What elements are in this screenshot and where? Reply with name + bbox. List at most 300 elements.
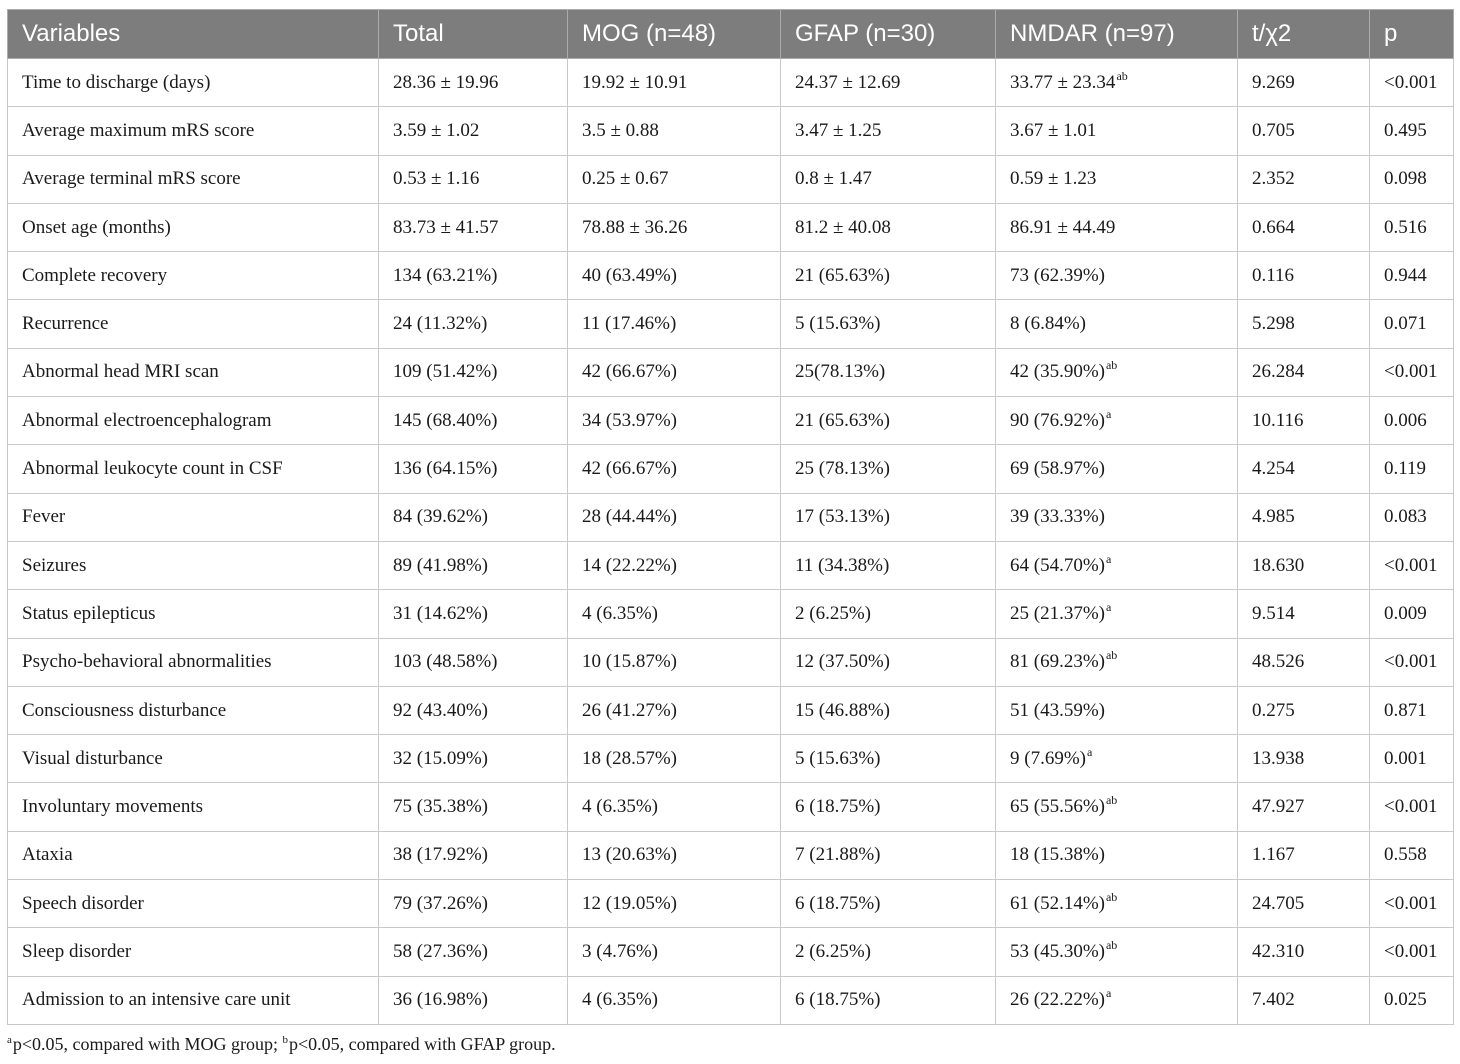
cell-total-text: 84 (39.62%) <box>393 506 488 528</box>
cell-p-value-text: 0.871 <box>1384 699 1427 721</box>
cell-variable <box>8 300 379 348</box>
cell-nmdar <box>996 59 1238 107</box>
footnote-mark-b: b <box>282 1034 289 1046</box>
cell-variable <box>8 976 379 1024</box>
cell-statistic <box>1238 928 1370 976</box>
cell-p-value <box>1370 831 1454 879</box>
cell-total <box>379 300 568 348</box>
cell-variable-text: Psycho-behavioral abnormalities <box>22 651 272 673</box>
cell-variable-text: Speech disorder <box>22 892 144 914</box>
cell-p-value-text: 0.006 <box>1384 409 1427 431</box>
cell-gfap-text: 25(78.13%) <box>795 361 886 383</box>
cell-mog <box>568 976 781 1024</box>
cell-variable-text: Abnormal head MRI scan <box>22 361 219 383</box>
cell-p-value-text: 0.098 <box>1384 168 1427 190</box>
header-mog: MOG (n=48) <box>568 10 781 59</box>
significance-superscript: ab <box>1105 937 1118 952</box>
cell-statistic <box>1238 976 1370 1024</box>
cell-variable <box>8 783 379 831</box>
cell-total-text: 83.73 ± 41.57 <box>393 216 499 238</box>
cell-total <box>379 203 568 251</box>
cell-total-text: 36 (16.98%) <box>393 989 488 1011</box>
cell-total <box>379 638 568 686</box>
cell-statistic <box>1238 397 1370 445</box>
cell-variable-text: Seizures <box>22 554 87 576</box>
cell-gfap-text: 6 (18.75%) <box>795 989 881 1011</box>
cell-total <box>379 348 568 396</box>
cell-statistic-text: 26.284 <box>1252 361 1305 383</box>
cell-gfap <box>781 445 996 493</box>
table-row <box>8 203 1454 251</box>
cell-total <box>379 445 568 493</box>
cell-nmdar-text: 90 (76.92%) <box>1010 409 1105 431</box>
cell-p-value-text: 0.516 <box>1384 216 1427 238</box>
cell-total <box>379 831 568 879</box>
cell-mog-text: 18 (28.57%) <box>582 747 677 769</box>
significance-superscript: ab <box>1105 793 1118 808</box>
cell-nmdar <box>996 783 1238 831</box>
cell-gfap <box>781 493 996 541</box>
cell-nmdar-text: 0.59 ± 1.23 <box>1010 168 1097 190</box>
cell-total-text: 24 (11.32%) <box>393 313 488 335</box>
table-row <box>8 928 1454 976</box>
cell-statistic-text: 47.927 <box>1252 796 1305 818</box>
cell-nmdar <box>996 928 1238 976</box>
cell-mog-text: 34 (53.97%) <box>582 409 677 431</box>
significance-superscript: ab <box>1116 68 1128 83</box>
cell-p-value-text: <0.001 <box>1384 796 1438 818</box>
table-row <box>8 300 1454 348</box>
cell-statistic-text: 4.985 <box>1252 506 1295 528</box>
cell-mog-text: 11 (17.46%) <box>582 313 677 335</box>
cell-statistic-text: 9.269 <box>1252 71 1295 93</box>
cell-gfap <box>781 59 996 107</box>
cell-total <box>379 155 568 203</box>
cell-variable-text: Admission to an intensive care unit <box>22 989 291 1011</box>
cell-gfap-text: 11 (34.38%) <box>795 554 890 576</box>
significance-superscript: a <box>1105 986 1112 1001</box>
table-row <box>8 541 1454 589</box>
table-row <box>8 638 1454 686</box>
cell-p-value <box>1370 203 1454 251</box>
cell-mog-text: 12 (19.05%) <box>582 892 677 914</box>
cell-p-value-text: 0.071 <box>1384 313 1427 335</box>
cell-statistic <box>1238 107 1370 155</box>
cell-mog-text: 0.25 ± 0.67 <box>582 168 669 190</box>
cell-variable-text: Sleep disorder <box>22 940 132 962</box>
cell-variable-text: Average maximum mRS score <box>22 119 255 141</box>
significance-superscript: ab <box>1105 889 1118 904</box>
cell-mog-text: 42 (66.67%) <box>582 458 677 480</box>
cell-variable-text: Consciousness disturbance <box>22 699 227 721</box>
cell-statistic-text: 7.402 <box>1252 989 1295 1011</box>
cell-statistic <box>1238 735 1370 783</box>
cell-mog <box>568 252 781 300</box>
cell-gfap <box>781 252 996 300</box>
table-row <box>8 590 1454 638</box>
cell-gfap-text: 6 (18.75%) <box>795 796 881 818</box>
cell-statistic-text: 4.254 <box>1252 458 1295 480</box>
cell-p-value <box>1370 59 1454 107</box>
significance-superscript: a <box>1086 744 1093 759</box>
cell-p-value <box>1370 880 1454 928</box>
cell-total <box>379 59 568 107</box>
cell-mog-text: 26 (41.27%) <box>582 699 677 721</box>
cell-statistic-text: 0.116 <box>1252 264 1295 286</box>
table-row <box>8 445 1454 493</box>
cell-statistic <box>1238 59 1370 107</box>
cell-variable-text: Abnormal electroencephalogram <box>22 409 272 431</box>
cell-nmdar <box>996 107 1238 155</box>
cell-gfap-text: 6 (18.75%) <box>795 892 881 914</box>
cell-nmdar-text: 51 (43.59%) <box>1010 699 1105 721</box>
cell-p-value-text: 0.944 <box>1384 264 1427 286</box>
cell-total-text: 145 (68.40%) <box>393 409 498 431</box>
cell-mog-text: 4 (6.35%) <box>582 989 658 1011</box>
cell-variable <box>8 203 379 251</box>
cell-statistic <box>1238 300 1370 348</box>
cell-p-value-text: 0.119 <box>1384 458 1427 480</box>
cell-statistic-text: 2.352 <box>1252 168 1295 190</box>
cell-nmdar-text: 25 (21.37%) <box>1010 602 1105 624</box>
cell-mog <box>568 300 781 348</box>
footnote-text-b: p<0.05, compared with GFAP group. <box>289 1034 556 1054</box>
cell-p-value-text: <0.001 <box>1384 940 1438 962</box>
cell-total <box>379 252 568 300</box>
significance-superscript: a <box>1105 551 1112 566</box>
cell-mog-text: 78.88 ± 36.26 <box>582 216 688 238</box>
cell-p-value-text: <0.001 <box>1384 892 1438 914</box>
cell-variable-text: Fever <box>22 506 66 528</box>
cell-mog <box>568 59 781 107</box>
cell-total <box>379 976 568 1024</box>
cell-statistic <box>1238 686 1370 734</box>
cell-mog <box>568 348 781 396</box>
cell-mog <box>568 541 781 589</box>
cell-variable <box>8 348 379 396</box>
cell-p-value-text: 0.009 <box>1384 602 1427 624</box>
cell-mog-text: 3.5 ± 0.88 <box>582 119 659 141</box>
cell-p-value <box>1370 638 1454 686</box>
cell-p-value-text: <0.001 <box>1384 651 1438 673</box>
cell-statistic-text: 10.116 <box>1252 409 1304 431</box>
significance-superscript: ab <box>1105 648 1118 663</box>
cell-nmdar <box>996 348 1238 396</box>
cell-gfap-text: 17 (53.13%) <box>795 506 890 528</box>
cell-nmdar-text: 39 (33.33%) <box>1010 506 1105 528</box>
table-row <box>8 686 1454 734</box>
cell-variable <box>8 107 379 155</box>
cell-nmdar-text: 73 (62.39%) <box>1010 264 1105 286</box>
cell-nmdar <box>996 493 1238 541</box>
cell-total <box>379 783 568 831</box>
cell-statistic-text: 42.310 <box>1252 940 1305 962</box>
cell-variable-text: Involuntary movements <box>22 796 203 818</box>
cell-total <box>379 928 568 976</box>
cell-mog <box>568 783 781 831</box>
cell-statistic-text: 13.938 <box>1252 747 1305 769</box>
table-row <box>8 252 1454 300</box>
cell-p-value <box>1370 686 1454 734</box>
cell-nmdar <box>996 638 1238 686</box>
cell-gfap <box>781 155 996 203</box>
cell-statistic <box>1238 252 1370 300</box>
cell-mog-text: 13 (20.63%) <box>582 844 677 866</box>
cell-variable-text: Ataxia <box>22 844 73 866</box>
cell-mog <box>568 928 781 976</box>
cell-mog-text: 4 (6.35%) <box>582 796 658 818</box>
table-row <box>8 783 1454 831</box>
cell-variable <box>8 252 379 300</box>
cell-gfap-text: 15 (46.88%) <box>795 699 890 721</box>
table-row <box>8 976 1454 1024</box>
cell-statistic-text: 5.298 <box>1252 313 1295 335</box>
cell-gfap <box>781 541 996 589</box>
cell-mog-text: 42 (66.67%) <box>582 361 677 383</box>
cell-total <box>379 686 568 734</box>
table-row <box>8 59 1454 107</box>
cell-nmdar <box>996 252 1238 300</box>
cell-mog-text: 14 (22.22%) <box>582 554 677 576</box>
cell-variable-text: Recurrence <box>22 313 109 335</box>
cell-total-text: 136 (64.15%) <box>393 458 498 480</box>
results-table <box>7 9 1454 1025</box>
cell-nmdar <box>996 831 1238 879</box>
cell-nmdar-text: 81 (69.23%) <box>1010 651 1105 673</box>
cell-gfap <box>781 300 996 348</box>
cell-gfap-text: 21 (65.63%) <box>795 409 890 431</box>
cell-p-value <box>1370 735 1454 783</box>
cell-statistic <box>1238 493 1370 541</box>
cell-variable-text: Time to discharge (days) <box>22 71 211 93</box>
table-row <box>8 831 1454 879</box>
cell-p-value <box>1370 300 1454 348</box>
cell-total <box>379 493 568 541</box>
cell-gfap <box>781 831 996 879</box>
cell-statistic-text: 0.275 <box>1252 699 1295 721</box>
cell-nmdar <box>996 976 1238 1024</box>
cell-variable-text: Onset age (months) <box>22 216 171 238</box>
cell-mog <box>568 831 781 879</box>
header-row <box>8 10 1454 59</box>
cell-p-value <box>1370 493 1454 541</box>
footnote-mark-a: a <box>7 1034 12 1046</box>
cell-mog-text: 19.92 ± 10.91 <box>582 71 688 93</box>
cell-gfap <box>781 686 996 734</box>
cell-variable <box>8 686 379 734</box>
cell-total-text: 31 (14.62%) <box>393 602 488 624</box>
cell-gfap-text: 0.8 ± 1.47 <box>795 168 872 190</box>
cell-gfap <box>781 397 996 445</box>
cell-p-value-text: 0.083 <box>1384 506 1427 528</box>
cell-nmdar <box>996 155 1238 203</box>
cell-gfap-text: 3.47 ± 1.25 <box>795 119 882 141</box>
cell-mog <box>568 590 781 638</box>
cell-total-text: 75 (35.38%) <box>393 796 488 818</box>
cell-p-value <box>1370 976 1454 1024</box>
cell-total <box>379 590 568 638</box>
cell-p-value <box>1370 783 1454 831</box>
cell-p-value <box>1370 107 1454 155</box>
cell-nmdar-text: 53 (45.30%) <box>1010 940 1105 962</box>
cell-gfap <box>781 976 996 1024</box>
cell-statistic <box>1238 590 1370 638</box>
cell-statistic <box>1238 203 1370 251</box>
cell-p-value-text: 0.558 <box>1384 844 1427 866</box>
cell-statistic-text: 1.167 <box>1252 844 1295 866</box>
cell-statistic <box>1238 880 1370 928</box>
cell-variable <box>8 590 379 638</box>
header-gfap: GFAP (n=30) <box>781 10 996 59</box>
cell-statistic-text: 9.514 <box>1252 602 1295 624</box>
header-p-value: p <box>1370 10 1454 59</box>
cell-p-value <box>1370 541 1454 589</box>
cell-mog <box>568 445 781 493</box>
cell-p-value <box>1370 348 1454 396</box>
cell-variable <box>8 155 379 203</box>
cell-mog-text: 3 (4.76%) <box>582 940 658 962</box>
cell-mog-text: 40 (63.49%) <box>582 264 677 286</box>
cell-nmdar-text: 33.77 ± 23.34 <box>1010 71 1116 93</box>
table-row <box>8 107 1454 155</box>
cell-gfap-text: 2 (6.25%) <box>795 940 871 962</box>
cell-mog <box>568 638 781 686</box>
cell-nmdar-text: 8 (6.84%) <box>1010 313 1086 335</box>
cell-gfap-text: 21 (65.63%) <box>795 264 890 286</box>
cell-gfap-text: 2 (6.25%) <box>795 602 871 624</box>
cell-variable-text: Average terminal mRS score <box>22 168 241 190</box>
cell-statistic <box>1238 348 1370 396</box>
cell-gfap <box>781 880 996 928</box>
cell-p-value-text: 0.001 <box>1384 747 1427 769</box>
cell-p-value-text: <0.001 <box>1384 71 1438 93</box>
cell-mog <box>568 397 781 445</box>
cell-nmdar-text: 3.67 ± 1.01 <box>1010 119 1097 141</box>
cell-total <box>379 880 568 928</box>
cell-gfap <box>781 783 996 831</box>
cell-mog <box>568 155 781 203</box>
cell-variable-text: Visual disturbance <box>22 747 163 769</box>
cell-nmdar <box>996 300 1238 348</box>
cell-nmdar-text: 64 (54.70%) <box>1010 554 1105 576</box>
cell-gfap-text: 5 (15.63%) <box>795 747 881 769</box>
cell-gfap <box>781 638 996 686</box>
cell-gfap-text: 12 (37.50%) <box>795 651 890 673</box>
cell-p-value <box>1370 155 1454 203</box>
cell-statistic-text: 48.526 <box>1252 651 1305 673</box>
cell-total-text: 32 (15.09%) <box>393 747 488 769</box>
cell-nmdar <box>996 686 1238 734</box>
table-row <box>8 493 1454 541</box>
cell-total-text: 89 (41.98%) <box>393 554 488 576</box>
table-row <box>8 348 1454 396</box>
cell-total <box>379 541 568 589</box>
cell-total-text: 103 (48.58%) <box>393 651 498 673</box>
cell-mog <box>568 203 781 251</box>
significance-superscript: ab <box>1105 358 1118 373</box>
cell-variable <box>8 397 379 445</box>
cell-total-text: 3.59 ± 1.02 <box>393 119 480 141</box>
cell-p-value <box>1370 445 1454 493</box>
cell-total-text: 38 (17.92%) <box>393 844 488 866</box>
cell-nmdar-text: 65 (55.56%) <box>1010 796 1105 818</box>
table-body <box>8 59 1454 1025</box>
cell-mog-text: 4 (6.35%) <box>582 602 658 624</box>
cell-nmdar-text: 61 (52.14%) <box>1010 892 1105 914</box>
cell-gfap-text: 24.37 ± 12.69 <box>795 71 901 93</box>
cell-p-value-text: 0.025 <box>1384 989 1427 1011</box>
cell-p-value <box>1370 928 1454 976</box>
cell-nmdar-text: 9 (7.69%) <box>1010 747 1086 769</box>
cell-total-text: 0.53 ± 1.16 <box>393 168 480 190</box>
cell-p-value-text: <0.001 <box>1384 361 1438 383</box>
cell-gfap-text: 81.2 ± 40.08 <box>795 216 891 238</box>
cell-mog <box>568 735 781 783</box>
cell-variable <box>8 541 379 589</box>
header-statistic: t/χ2 <box>1238 10 1370 59</box>
cell-gfap <box>781 735 996 783</box>
cell-gfap <box>781 107 996 155</box>
cell-nmdar <box>996 735 1238 783</box>
cell-p-value <box>1370 397 1454 445</box>
cell-nmdar <box>996 541 1238 589</box>
significance-superscript: a <box>1105 406 1112 421</box>
cell-total-text: 79 (37.26%) <box>393 892 488 914</box>
cell-nmdar-text: 69 (58.97%) <box>1010 458 1105 480</box>
cell-nmdar <box>996 590 1238 638</box>
cell-variable <box>8 445 379 493</box>
table-row <box>8 397 1454 445</box>
cell-mog <box>568 686 781 734</box>
cell-mog <box>568 880 781 928</box>
cell-total-text: 109 (51.42%) <box>393 361 498 383</box>
cell-statistic-text: 0.705 <box>1252 119 1295 141</box>
cell-gfap <box>781 203 996 251</box>
cell-statistic <box>1238 541 1370 589</box>
cell-variable-text: Complete recovery <box>22 264 168 286</box>
cell-total <box>379 107 568 155</box>
cell-statistic <box>1238 445 1370 493</box>
table-row <box>8 880 1454 928</box>
table-row <box>8 735 1454 783</box>
cell-statistic <box>1238 831 1370 879</box>
cell-total-text: 28.36 ± 19.96 <box>393 71 499 93</box>
cell-nmdar-text: 42 (35.90%) <box>1010 361 1105 383</box>
cell-gfap <box>781 590 996 638</box>
cell-variable <box>8 59 379 107</box>
cell-statistic <box>1238 155 1370 203</box>
cell-total-text: 92 (43.40%) <box>393 699 488 721</box>
header-variables: Variables <box>8 10 379 59</box>
footnote-text-a: p<0.05, compared with MOG group; <box>12 1034 283 1054</box>
cell-statistic <box>1238 638 1370 686</box>
cell-variable <box>8 831 379 879</box>
cell-total <box>379 735 568 783</box>
cell-mog-text: 28 (44.44%) <box>582 506 677 528</box>
significance-superscript: a <box>1105 599 1112 614</box>
cell-variable <box>8 928 379 976</box>
cell-nmdar-text: 26 (22.22%) <box>1010 989 1105 1011</box>
cell-variable <box>8 880 379 928</box>
cell-mog <box>568 107 781 155</box>
cell-statistic <box>1238 783 1370 831</box>
cell-nmdar <box>996 880 1238 928</box>
cell-nmdar <box>996 397 1238 445</box>
cell-mog <box>568 493 781 541</box>
cell-nmdar <box>996 445 1238 493</box>
cell-nmdar-text: 86.91 ± 44.49 <box>1010 216 1116 238</box>
cell-p-value <box>1370 252 1454 300</box>
